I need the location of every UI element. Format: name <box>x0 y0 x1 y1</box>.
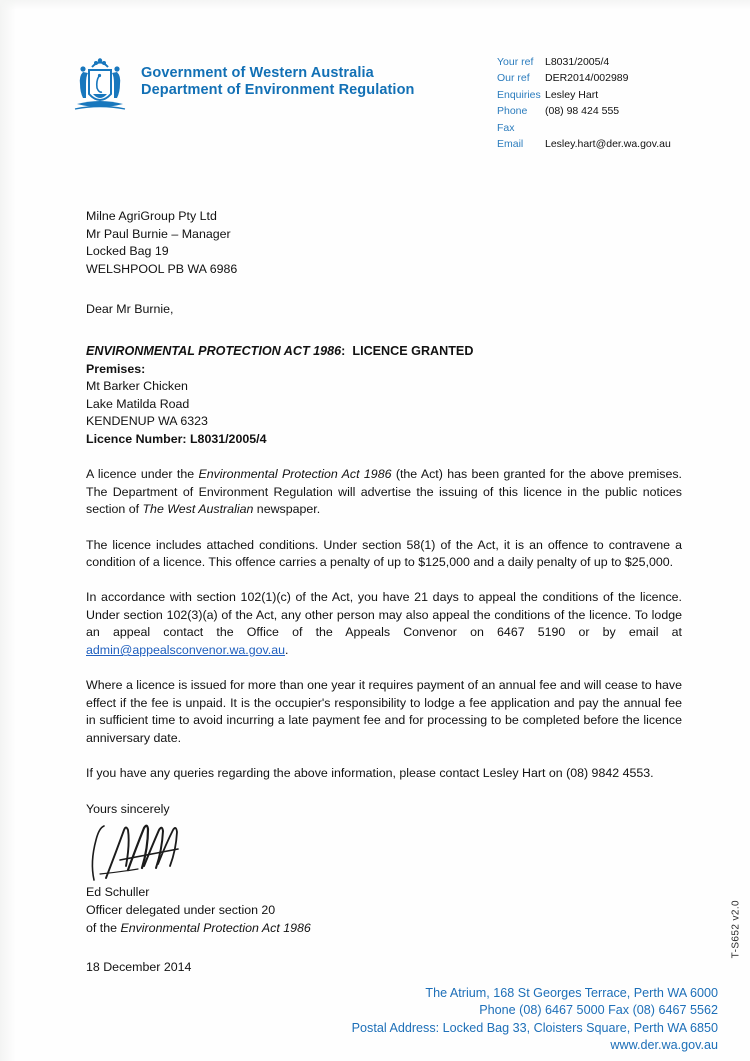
ref-row-fax <box>497 120 671 136</box>
subject-separator: : <box>341 343 346 358</box>
p1-part-a: A licence under the <box>86 467 199 482</box>
licence-number-label: Licence Number: <box>86 431 187 446</box>
addressee-line-2: Mr Paul Burnie – Manager <box>86 226 231 241</box>
reference-block <box>497 54 671 152</box>
paragraph-appeals <box>86 589 682 659</box>
paragraph-annual-fee: Where a licence is issued for more than one year it requires payment of an annual fee and will cease to have effect if the fee is unpaid. It is the occupier's responsibility to lodge a fee application and pay the annual fee in sufficient time to avoid incurring a late payment fee and for processing to be completed before the licence anniversary date. <box>86 678 682 746</box>
wa-state-crest-icon <box>71 54 129 116</box>
spacer <box>86 572 682 590</box>
document-code: T-S652 v2.0 <box>730 900 741 959</box>
p3-part-b: . <box>285 643 289 658</box>
signer-block <box>86 884 682 937</box>
addressee-block <box>86 208 682 278</box>
ref-value-your-ref: L8031/2005/4 <box>545 56 610 68</box>
ref-value-email: Lesley.hart@der.wa.gov.au <box>545 138 671 151</box>
gov-line-2: Department of Environment Regulation <box>141 82 415 98</box>
spacer <box>86 748 682 766</box>
letter-body <box>86 208 682 977</box>
addressee-line-1: Milne AgriGroup Pty Ltd <box>86 209 217 223</box>
paragraph-conditions-penalties: The licence includes attached conditions. Under section 58(1) of the Act, it is an offence to contravene a condition of a licence. This offence carries a penalty of up to $125,000 and a daily penalty of up to $25,000. <box>86 537 682 570</box>
ref-label-our-ref: Our ref <box>497 72 530 85</box>
handwritten-signature <box>86 822 266 884</box>
footer-postal-address: Postal Address: Locked Bag 33, Cloisters Square, Perth WA 6850 <box>351 1020 718 1035</box>
ref-row-our-ref <box>497 70 671 86</box>
licence-number-row <box>86 431 682 449</box>
letter-date: 18 December 2014 <box>86 960 192 975</box>
licence-number-value: L8031/2005/4 <box>189 431 267 446</box>
ref-value-our-ref: DER2014/002989 <box>545 72 629 85</box>
signer-role-line-2 <box>86 920 682 938</box>
premises-line-1: Mt Barker Chicken <box>86 379 188 394</box>
spacer <box>86 660 682 678</box>
addressee-line-3: Locked Bag 19 <box>86 244 169 259</box>
ref-label-enquiries: Enquiries <box>497 88 541 101</box>
ref-label-phone: Phone <box>497 105 528 118</box>
scan-edge-top <box>0 0 750 10</box>
spacer <box>86 519 682 537</box>
premises-address <box>86 378 682 431</box>
ref-row-email <box>497 136 671 152</box>
p3-part-a: In accordance with section 102(1)(c) of the Act, you have 21 days to appeal the conditions of the licence. Under section 102(3)(a) of the Act, any other person may also appeal the conditions of the licence. To lodge an appeal contact the Office of the Appeals Convenor on 6467 5190 or by email at <box>86 590 682 640</box>
addressee-line-4: WELSHPOOL PB WA 6986 <box>86 261 238 276</box>
subject-status: LICENCE GRANTED <box>352 343 474 358</box>
ref-row-enquiries <box>497 87 671 103</box>
signer-name: Ed Schuller <box>86 885 150 900</box>
ref-value-enquiries: Lesley Hart <box>545 88 599 101</box>
appeals-convenor-email-link[interactable]: admin@appealsconvenor.wa.gov.au <box>86 643 286 658</box>
signer-role-act: Environmental Protection Act 1986 <box>120 920 311 935</box>
letterhead <box>0 46 750 166</box>
ref-row-your-ref <box>497 54 671 70</box>
footer-address: The Atrium, 168 St Georges Terrace, Perth WA 6000 <box>425 985 718 1000</box>
paragraph-queries: If you have any queries regarding the above information, please contact Lesley Hart on (08) 9842 4553. <box>86 766 654 781</box>
premises-line-3: KENDENUP WA 6323 <box>86 414 208 429</box>
p1-part-c: newspaper. <box>253 502 321 517</box>
signer-role-line-1: Officer delegated under section 20 <box>86 903 276 917</box>
p1-act-title: Environmental Protection Act 1986 <box>198 467 392 482</box>
footer-phone-fax: Phone (08) 6467 5000 Fax (08) 6467 5562 <box>479 1003 718 1018</box>
p1-part-b: (the Act) has been granted for the above premises. The Department of Environment Regulation will advertise the issuing of this licence in the public notices section of <box>86 467 682 517</box>
subject-heading <box>86 343 682 361</box>
page-footer <box>352 985 718 1055</box>
ref-label-email: Email <box>497 138 524 151</box>
spacer <box>86 449 682 467</box>
signer-role-prefix: of the <box>86 920 121 935</box>
salutation: Dear Mr Burnie, <box>86 302 174 317</box>
organisation-title <box>141 65 414 99</box>
p1-newspaper-title: The West Australian <box>142 502 254 517</box>
ref-value-phone: (08) 98 424 555 <box>545 105 620 118</box>
paragraph-licence-granted <box>86 466 682 519</box>
premises-line-2: Lake Matilda Road <box>86 396 190 411</box>
premises-label: Premises: <box>86 361 146 376</box>
ref-label-fax: Fax <box>497 121 515 134</box>
gov-line-1: Government of Western Australia <box>141 65 374 81</box>
subject-act-title: ENVIRONMENTAL PROTECTION ACT 1986 <box>86 343 342 358</box>
ref-label-your-ref: Your ref <box>497 56 534 68</box>
footer-website: www.der.wa.gov.au <box>610 1038 718 1053</box>
signoff: Yours sincerely <box>86 801 170 816</box>
ref-row-phone <box>497 103 671 119</box>
